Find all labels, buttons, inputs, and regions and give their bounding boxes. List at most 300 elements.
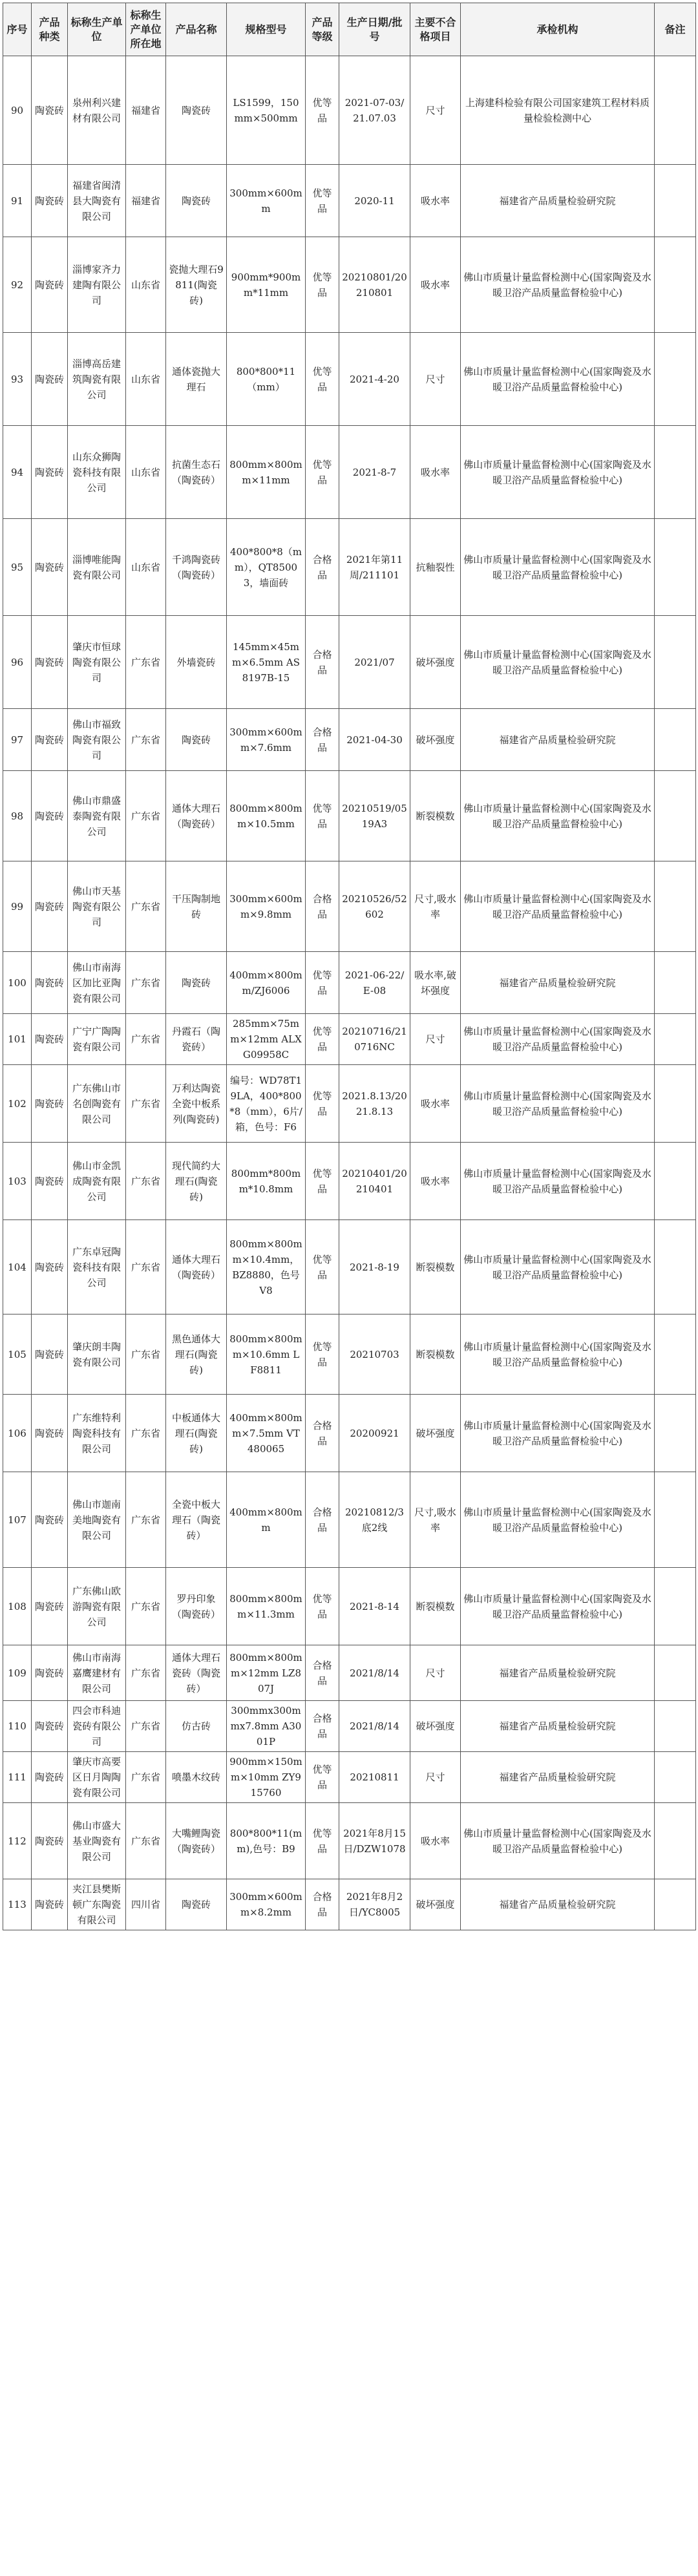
cell-grade: 合格品: [306, 1645, 339, 1701]
cell-remarks: [655, 1645, 696, 1701]
cell-inspector: 佛山市质量计量监督检测中心(国家陶瓷及水暖卫浴产品质量监督检验中心): [461, 771, 655, 861]
cell-grade: 合格品: [306, 519, 339, 616]
cell-failed-item: 吸水率: [410, 1065, 461, 1143]
cell-location: 广东省: [126, 1701, 166, 1752]
cell-failed-item: 抗釉裂性: [410, 519, 461, 616]
cell-date-batch: 20210703: [339, 1314, 410, 1395]
cell-product-name: 喷墨木纹砖: [166, 1752, 227, 1803]
cell-failed-item: 吸水率: [410, 1803, 461, 1879]
cell-seq: 105: [3, 1314, 32, 1395]
cell-date-batch: 2021-04-30: [339, 709, 410, 771]
table-row: [3, 861, 696, 952]
col-header-category: 产品种类: [32, 3, 68, 56]
cell-remarks: [655, 952, 696, 1014]
cell-date-batch: 2021.8.13/2021.8.13: [339, 1065, 410, 1143]
cell-seq: 108: [3, 1568, 32, 1645]
cell-grade: 合格品: [306, 861, 339, 952]
cell-inspector: 佛山市质量计量监督检测中心(国家陶瓷及水暖卫浴产品质量监督检验中心): [461, 333, 655, 426]
cell-manufacturer: 广东卓冠陶瓷科技有限公司: [68, 1220, 126, 1314]
cell-category: 陶瓷砖: [32, 1395, 68, 1472]
cell-failed-item: 断裂模数: [410, 771, 461, 861]
cell-seq: 111: [3, 1752, 32, 1803]
cell-manufacturer: 佛山市南海区加比亚陶瓷有限公司: [68, 952, 126, 1014]
cell-inspector: 福建省产品质量检验研究院: [461, 1879, 655, 1930]
cell-remarks: [655, 1014, 696, 1065]
table-row: [3, 165, 696, 237]
cell-location: 广东省: [126, 861, 166, 952]
cell-remarks: [655, 1143, 696, 1220]
cell-spec: 300mm×600mm: [227, 165, 306, 237]
cell-location: 广东省: [126, 1143, 166, 1220]
table-row: [3, 1752, 696, 1803]
cell-category: 陶瓷砖: [32, 1645, 68, 1701]
cell-inspector: 福建省产品质量检验研究院: [461, 1752, 655, 1803]
cell-category: 陶瓷砖: [32, 56, 68, 165]
cell-location: 广东省: [126, 1014, 166, 1065]
cell-product-name: 大嘴鲤陶瓷（陶瓷砖）: [166, 1803, 227, 1879]
cell-date-batch: 2021-8-14: [339, 1568, 410, 1645]
cell-manufacturer: 佛山市南海嘉鹰建材有限公司: [68, 1645, 126, 1701]
cell-inspector: 佛山市质量计量监督检测中心(国家陶瓷及水暖卫浴产品质量监督检验中心): [461, 1803, 655, 1879]
cell-date-batch: 20210716/210716NC: [339, 1014, 410, 1065]
cell-inspector: 上海建科检验有限公司国家建筑工程材料质量检验检测中心: [461, 56, 655, 165]
cell-grade: 优等品: [306, 1752, 339, 1803]
cell-manufacturer: 淄博唯能陶瓷有限公司: [68, 519, 126, 616]
cell-grade: 优等品: [306, 1220, 339, 1314]
cell-failed-item: 断裂模数: [410, 1568, 461, 1645]
cell-inspector: 福建省产品质量检验研究院: [461, 709, 655, 771]
cell-product-name: 干压陶制地砖: [166, 861, 227, 952]
cell-location: 广东省: [126, 952, 166, 1014]
cell-spec: 300mmx300mmx7.8mm A3001P: [227, 1701, 306, 1752]
cell-product-name: 罗丹印象（陶瓷砖）: [166, 1568, 227, 1645]
cell-spec: 300mm×600mm×7.6mm: [227, 709, 306, 771]
cell-location: 山东省: [126, 519, 166, 616]
cell-seq: 102: [3, 1065, 32, 1143]
cell-date-batch: 2021/07: [339, 616, 410, 709]
cell-product-name: 陶瓷砖: [166, 1879, 227, 1930]
cell-grade: 合格品: [306, 709, 339, 771]
cell-location: 广东省: [126, 1065, 166, 1143]
cell-category: 陶瓷砖: [32, 1568, 68, 1645]
table-row: [3, 952, 696, 1014]
cell-seq: 96: [3, 616, 32, 709]
inspection-results-table: [3, 3, 696, 1930]
cell-manufacturer: 佛山市盛大基业陶瓷有限公司: [68, 1803, 126, 1879]
cell-seq: 98: [3, 771, 32, 861]
cell-failed-item: 吸水率,破坏强度: [410, 952, 461, 1014]
cell-manufacturer: 佛山市天基陶瓷有限公司: [68, 861, 126, 952]
table-row: [3, 1143, 696, 1220]
cell-location: 福建省: [126, 165, 166, 237]
cell-category: 陶瓷砖: [32, 1014, 68, 1065]
cell-grade: 优等品: [306, 165, 339, 237]
cell-seq: 106: [3, 1395, 32, 1472]
cell-failed-item: 尺寸,吸水率: [410, 1472, 461, 1568]
cell-date-batch: 2020-11: [339, 165, 410, 237]
cell-category: 陶瓷砖: [32, 1803, 68, 1879]
cell-spec: 800mm×800mm×11.3mm: [227, 1568, 306, 1645]
cell-spec: 300mm×600mm×9.8mm: [227, 861, 306, 952]
cell-seq: 92: [3, 237, 32, 333]
cell-manufacturer: 淄博家齐力建陶有限公司: [68, 237, 126, 333]
col-header-spec: 规格型号: [227, 3, 306, 56]
cell-grade: 优等品: [306, 1014, 339, 1065]
cell-grade: 优等品: [306, 1314, 339, 1395]
cell-seq: 101: [3, 1014, 32, 1065]
cell-inspector: 佛山市质量计量监督检测中心(国家陶瓷及水暖卫浴产品质量监督检验中心): [461, 1568, 655, 1645]
cell-location: 山东省: [126, 333, 166, 426]
cell-category: 陶瓷砖: [32, 861, 68, 952]
table-row: [3, 1472, 696, 1568]
cell-remarks: [655, 861, 696, 952]
cell-spec: 400mm×800mm×7.5mm VT480065: [227, 1395, 306, 1472]
cell-remarks: [655, 1752, 696, 1803]
cell-remarks: [655, 56, 696, 165]
cell-spec: 800mm×800mm×10.5mm: [227, 771, 306, 861]
cell-product-name: 陶瓷砖: [166, 709, 227, 771]
cell-date-batch: 2021-8-19: [339, 1220, 410, 1314]
cell-failed-item: 吸水率: [410, 165, 461, 237]
cell-inspector: 佛山市质量计量监督检测中心(国家陶瓷及水暖卫浴产品质量监督检验中心): [461, 1395, 655, 1472]
cell-grade: 合格品: [306, 1472, 339, 1568]
cell-category: 陶瓷砖: [32, 1879, 68, 1930]
cell-product-name: 瓷抛大理石9811(陶瓷砖): [166, 237, 227, 333]
cell-inspector: 福建省产品质量检验研究院: [461, 1645, 655, 1701]
cell-location: 广东省: [126, 616, 166, 709]
table-row: [3, 333, 696, 426]
cell-location: 四川省: [126, 1879, 166, 1930]
cell-product-name: 千鸿陶瓷砖（陶瓷砖）: [166, 519, 227, 616]
cell-inspector: 佛山市质量计量监督检测中心(国家陶瓷及水暖卫浴产品质量监督检验中心): [461, 237, 655, 333]
cell-seq: 103: [3, 1143, 32, 1220]
cell-inspector: 佛山市质量计量监督检测中心(国家陶瓷及水暖卫浴产品质量监督检验中心): [461, 1014, 655, 1065]
cell-grade: 合格品: [306, 616, 339, 709]
col-header-date-batch: 生产日期/批号: [339, 3, 410, 56]
cell-manufacturer: 广东佛山市名创陶瓷有限公司: [68, 1065, 126, 1143]
cell-date-batch: 20210526/52602: [339, 861, 410, 952]
cell-failed-item: 断裂模数: [410, 1314, 461, 1395]
table-row: [3, 426, 696, 519]
cell-product-name: 万利达陶瓷全瓷中板系列(陶瓷砖): [166, 1065, 227, 1143]
cell-failed-item: 破坏强度: [410, 1395, 461, 1472]
cell-manufacturer: 佛山市金凯成陶瓷有限公司: [68, 1143, 126, 1220]
cell-grade: 合格品: [306, 1879, 339, 1930]
cell-seq: 90: [3, 56, 32, 165]
cell-category: 陶瓷砖: [32, 952, 68, 1014]
cell-manufacturer: 肇庆市高要区日月陶陶瓷有限公司: [68, 1752, 126, 1803]
cell-remarks: [655, 426, 696, 519]
cell-manufacturer: 肇庆市恒球陶瓷有限公司: [68, 616, 126, 709]
table-row: [3, 771, 696, 861]
cell-spec: 400*800*8（mm），QT85003，墙面砖: [227, 519, 306, 616]
cell-manufacturer: 泉州利兴建材有限公司: [68, 56, 126, 165]
cell-location: 广东省: [126, 1568, 166, 1645]
cell-date-batch: 2021-07-03/21.07.03: [339, 56, 410, 165]
cell-grade: 优等品: [306, 1143, 339, 1220]
cell-category: 陶瓷砖: [32, 1065, 68, 1143]
cell-date-batch: 20200921: [339, 1395, 410, 1472]
cell-product-name: 陶瓷砖: [166, 165, 227, 237]
cell-spec: 800mm×800mm×12mm LZ807J: [227, 1645, 306, 1701]
table-row: [3, 1879, 696, 1930]
cell-location: 山东省: [126, 426, 166, 519]
cell-location: 广东省: [126, 709, 166, 771]
cell-grade: 优等品: [306, 56, 339, 165]
cell-location: 广东省: [126, 1314, 166, 1395]
cell-failed-item: 吸水率: [410, 237, 461, 333]
cell-failed-item: 破坏强度: [410, 1701, 461, 1752]
cell-inspector: 佛山市质量计量监督检测中心(国家陶瓷及水暖卫浴产品质量监督检验中心): [461, 1314, 655, 1395]
cell-location: 广东省: [126, 1220, 166, 1314]
cell-remarks: [655, 1395, 696, 1472]
cell-inspector: 佛山市质量计量监督检测中心(国家陶瓷及水暖卫浴产品质量监督检验中心): [461, 616, 655, 709]
cell-manufacturer: 肇庆朗丰陶瓷有限公司: [68, 1314, 126, 1395]
cell-inspector: 福建省产品质量检验研究院: [461, 1701, 655, 1752]
cell-product-name: 通体瓷抛大理石: [166, 333, 227, 426]
cell-inspector: 佛山市质量计量监督检测中心(国家陶瓷及水暖卫浴产品质量监督检验中心): [461, 1220, 655, 1314]
cell-spec: LS1599，150mm×500mm: [227, 56, 306, 165]
cell-manufacturer: 佛山市鼎盛泰陶瓷有限公司: [68, 771, 126, 861]
cell-product-name: 通体大理石（陶瓷砖）: [166, 771, 227, 861]
cell-seq: 113: [3, 1879, 32, 1930]
col-header-manufacturer: 标称生产单位: [68, 3, 126, 56]
cell-category: 陶瓷砖: [32, 771, 68, 861]
table-row: [3, 616, 696, 709]
cell-inspector: 福建省产品质量检验研究院: [461, 952, 655, 1014]
cell-product-name: 陶瓷砖: [166, 952, 227, 1014]
cell-date-batch: 2021年第11周/211101: [339, 519, 410, 616]
cell-seq: 94: [3, 426, 32, 519]
table-row: [3, 1014, 696, 1065]
cell-failed-item: 断裂模数: [410, 1220, 461, 1314]
cell-manufacturer: 四会市科迪瓷砖有限公司: [68, 1701, 126, 1752]
cell-seq: 107: [3, 1472, 32, 1568]
cell-manufacturer: 佛山市迦南美地陶瓷有限公司: [68, 1472, 126, 1568]
cell-failed-item: 破坏强度: [410, 709, 461, 771]
cell-date-batch: 2021年8月15日/DZW1078: [339, 1803, 410, 1879]
table-row: [3, 1395, 696, 1472]
cell-category: 陶瓷砖: [32, 1220, 68, 1314]
cell-category: 陶瓷砖: [32, 1472, 68, 1568]
cell-failed-item: 尺寸: [410, 1752, 461, 1803]
cell-date-batch: 2021/8/14: [339, 1701, 410, 1752]
cell-manufacturer: 山东众狮陶瓷科技有限公司: [68, 426, 126, 519]
table-row: [3, 1065, 696, 1143]
cell-remarks: [655, 333, 696, 426]
cell-manufacturer: 广东佛山欧游陶瓷有限公司: [68, 1568, 126, 1645]
cell-location: 山东省: [126, 237, 166, 333]
table-row: [3, 1314, 696, 1395]
cell-grade: 优等品: [306, 1568, 339, 1645]
cell-spec: 800mm*800mm*10.8mm: [227, 1143, 306, 1220]
cell-remarks: [655, 1065, 696, 1143]
col-header-inspector: 承检机构: [461, 3, 655, 56]
table-row: [3, 1701, 696, 1752]
cell-manufacturer: 淄博高岳建筑陶瓷有限公司: [68, 333, 126, 426]
table-row: [3, 1220, 696, 1314]
cell-location: 广东省: [126, 1645, 166, 1701]
cell-failed-item: 吸水率: [410, 426, 461, 519]
cell-remarks: [655, 1568, 696, 1645]
cell-category: 陶瓷砖: [32, 1314, 68, 1395]
cell-inspector: 佛山市质量计量监督检测中心(国家陶瓷及水暖卫浴产品质量监督检验中心): [461, 519, 655, 616]
col-header-failed-item: 主要不合格项目: [410, 3, 461, 56]
cell-product-name: 全瓷中板大理石（陶瓷砖）: [166, 1472, 227, 1568]
cell-seq: 97: [3, 709, 32, 771]
cell-failed-item: 尺寸: [410, 333, 461, 426]
cell-product-name: 丹霞石（陶瓷砖）: [166, 1014, 227, 1065]
cell-category: 陶瓷砖: [32, 519, 68, 616]
cell-manufacturer: 广东维特利陶瓷科技有限公司: [68, 1395, 126, 1472]
cell-grade: 合格品: [306, 1701, 339, 1752]
cell-spec: 800mm×800mm×10.4mm，BZ8880，色号V8: [227, 1220, 306, 1314]
cell-category: 陶瓷砖: [32, 616, 68, 709]
cell-location: 广东省: [126, 1472, 166, 1568]
cell-remarks: [655, 709, 696, 771]
cell-inspector: 佛山市质量计量监督检测中心(国家陶瓷及水暖卫浴产品质量监督检验中心): [461, 1143, 655, 1220]
cell-category: 陶瓷砖: [32, 426, 68, 519]
cell-remarks: [655, 519, 696, 616]
cell-failed-item: 尺寸: [410, 1645, 461, 1701]
cell-date-batch: 20210401/20210401: [339, 1143, 410, 1220]
cell-grade: 优等品: [306, 333, 339, 426]
cell-location: 广东省: [126, 1752, 166, 1803]
cell-grade: 优等品: [306, 771, 339, 861]
cell-date-batch: 20210801/20210801: [339, 237, 410, 333]
cell-spec: 145mm×45mm×6.5mm AS8197B-15: [227, 616, 306, 709]
cell-manufacturer: 福建省闽清县大陶瓷有限公司: [68, 165, 126, 237]
cell-remarks: [655, 1472, 696, 1568]
cell-category: 陶瓷砖: [32, 1752, 68, 1803]
cell-seq: 95: [3, 519, 32, 616]
cell-manufacturer: 广宁广陶陶瓷有限公司: [68, 1014, 126, 1065]
cell-failed-item: 吸水率: [410, 1143, 461, 1220]
cell-spec: 800*800*11（mm）: [227, 333, 306, 426]
cell-spec: 800mm×800mm×10.6mm LF8811: [227, 1314, 306, 1395]
cell-remarks: [655, 1803, 696, 1879]
cell-seq: 104: [3, 1220, 32, 1314]
cell-inspector: 佛山市质量计量监督检测中心(国家陶瓷及水暖卫浴产品质量监督检验中心): [461, 1472, 655, 1568]
table-row: [3, 237, 696, 333]
col-header-seq: 序号: [3, 3, 32, 56]
table-row: [3, 56, 696, 165]
cell-remarks: [655, 237, 696, 333]
cell-failed-item: 尺寸,吸水率: [410, 861, 461, 952]
cell-grade: 优等品: [306, 952, 339, 1014]
cell-date-batch: 2021-8-7: [339, 426, 410, 519]
cell-product-name: 外墙瓷砖: [166, 616, 227, 709]
cell-product-name: 黑色通体大理石(陶瓷砖): [166, 1314, 227, 1395]
col-header-product-name: 产品名称: [166, 3, 227, 56]
cell-product-name: 现代简约大理石(陶瓷砖): [166, 1143, 227, 1220]
cell-failed-item: 尺寸: [410, 1014, 461, 1065]
cell-grade: 优等品: [306, 426, 339, 519]
cell-inspector: 福建省产品质量检验研究院: [461, 165, 655, 237]
col-header-remarks: 备注: [655, 3, 696, 56]
cell-category: 陶瓷砖: [32, 237, 68, 333]
cell-inspector: 佛山市质量计量监督检测中心(国家陶瓷及水暖卫浴产品质量监督检验中心): [461, 861, 655, 952]
cell-inspector: 佛山市质量计量监督检测中心(国家陶瓷及水暖卫浴产品质量监督检验中心): [461, 426, 655, 519]
cell-failed-item: 尺寸: [410, 56, 461, 165]
cell-manufacturer: 佛山市福致陶瓷有限公司: [68, 709, 126, 771]
table-row: [3, 1568, 696, 1645]
cell-spec: 800mm×800mm×11mm: [227, 426, 306, 519]
table-row: [3, 709, 696, 771]
cell-spec: 900mm×150mm×10mm ZY915760: [227, 1752, 306, 1803]
col-header-location: 标称生产单位所在地: [126, 3, 166, 56]
col-header-grade: 产品等级: [306, 3, 339, 56]
cell-grade: 合格品: [306, 1395, 339, 1472]
cell-grade: 优等品: [306, 1803, 339, 1879]
cell-date-batch: 2021-06-22/E-08: [339, 952, 410, 1014]
cell-manufacturer: 夹江县樊斯顿广东陶瓷有限公司: [68, 1879, 126, 1930]
table-body: [3, 56, 696, 1930]
cell-product-name: 中板通体大理石(陶瓷砖): [166, 1395, 227, 1472]
cell-spec: 800*800*11(mm),色号：B9: [227, 1803, 306, 1879]
cell-seq: 91: [3, 165, 32, 237]
cell-location: 广东省: [126, 771, 166, 861]
cell-seq: 109: [3, 1645, 32, 1701]
cell-seq: 100: [3, 952, 32, 1014]
cell-spec: 300mm×600mm×8.2mm: [227, 1879, 306, 1930]
cell-date-batch: 2021/8/14: [339, 1645, 410, 1701]
table-header-row: [3, 3, 696, 56]
cell-category: 陶瓷砖: [32, 1701, 68, 1752]
cell-product-name: 通体大理石瓷砖（陶瓷砖）: [166, 1645, 227, 1701]
cell-product-name: 陶瓷砖: [166, 56, 227, 165]
cell-location: 广东省: [126, 1395, 166, 1472]
cell-remarks: [655, 1701, 696, 1752]
cell-seq: 110: [3, 1701, 32, 1752]
cell-location: 福建省: [126, 56, 166, 165]
cell-date-batch: 20210812/3底2线: [339, 1472, 410, 1568]
cell-remarks: [655, 616, 696, 709]
cell-remarks: [655, 165, 696, 237]
cell-spec: 编号：WD78T19LA，400*800*8（mm），6片/箱，色号：F6: [227, 1065, 306, 1143]
cell-seq: 99: [3, 861, 32, 952]
cell-category: 陶瓷砖: [32, 709, 68, 771]
cell-remarks: [655, 1314, 696, 1395]
cell-product-name: 通体大理石（陶瓷砖）: [166, 1220, 227, 1314]
cell-date-batch: 20210519/0519A3: [339, 771, 410, 861]
table-row: [3, 1803, 696, 1879]
cell-seq: 93: [3, 333, 32, 426]
table-row: [3, 1645, 696, 1701]
cell-location: 广东省: [126, 1803, 166, 1879]
cell-date-batch: 2021-4-20: [339, 333, 410, 426]
cell-spec: 285mm×75mm×12mm ALXG09958C: [227, 1014, 306, 1065]
cell-category: 陶瓷砖: [32, 333, 68, 426]
cell-spec: 400mm×800mm: [227, 1472, 306, 1568]
table-row: [3, 519, 696, 616]
cell-category: 陶瓷砖: [32, 165, 68, 237]
cell-remarks: [655, 1879, 696, 1930]
cell-date-batch: 20210811: [339, 1752, 410, 1803]
cell-failed-item: 破坏强度: [410, 616, 461, 709]
cell-spec: 900mm*900mm*11mm: [227, 237, 306, 333]
cell-product-name: 抗菌生态石（陶瓷砖）: [166, 426, 227, 519]
cell-spec: 400mm×800mm/ZJ6006: [227, 952, 306, 1014]
cell-grade: 优等品: [306, 237, 339, 333]
cell-inspector: 佛山市质量计量监督检测中心(国家陶瓷及水暖卫浴产品质量监督检验中心): [461, 1065, 655, 1143]
cell-seq: 112: [3, 1803, 32, 1879]
cell-grade: 优等品: [306, 1065, 339, 1143]
cell-remarks: [655, 1220, 696, 1314]
cell-category: 陶瓷砖: [32, 1143, 68, 1220]
cell-failed-item: 破坏强度: [410, 1879, 461, 1930]
cell-remarks: [655, 771, 696, 861]
